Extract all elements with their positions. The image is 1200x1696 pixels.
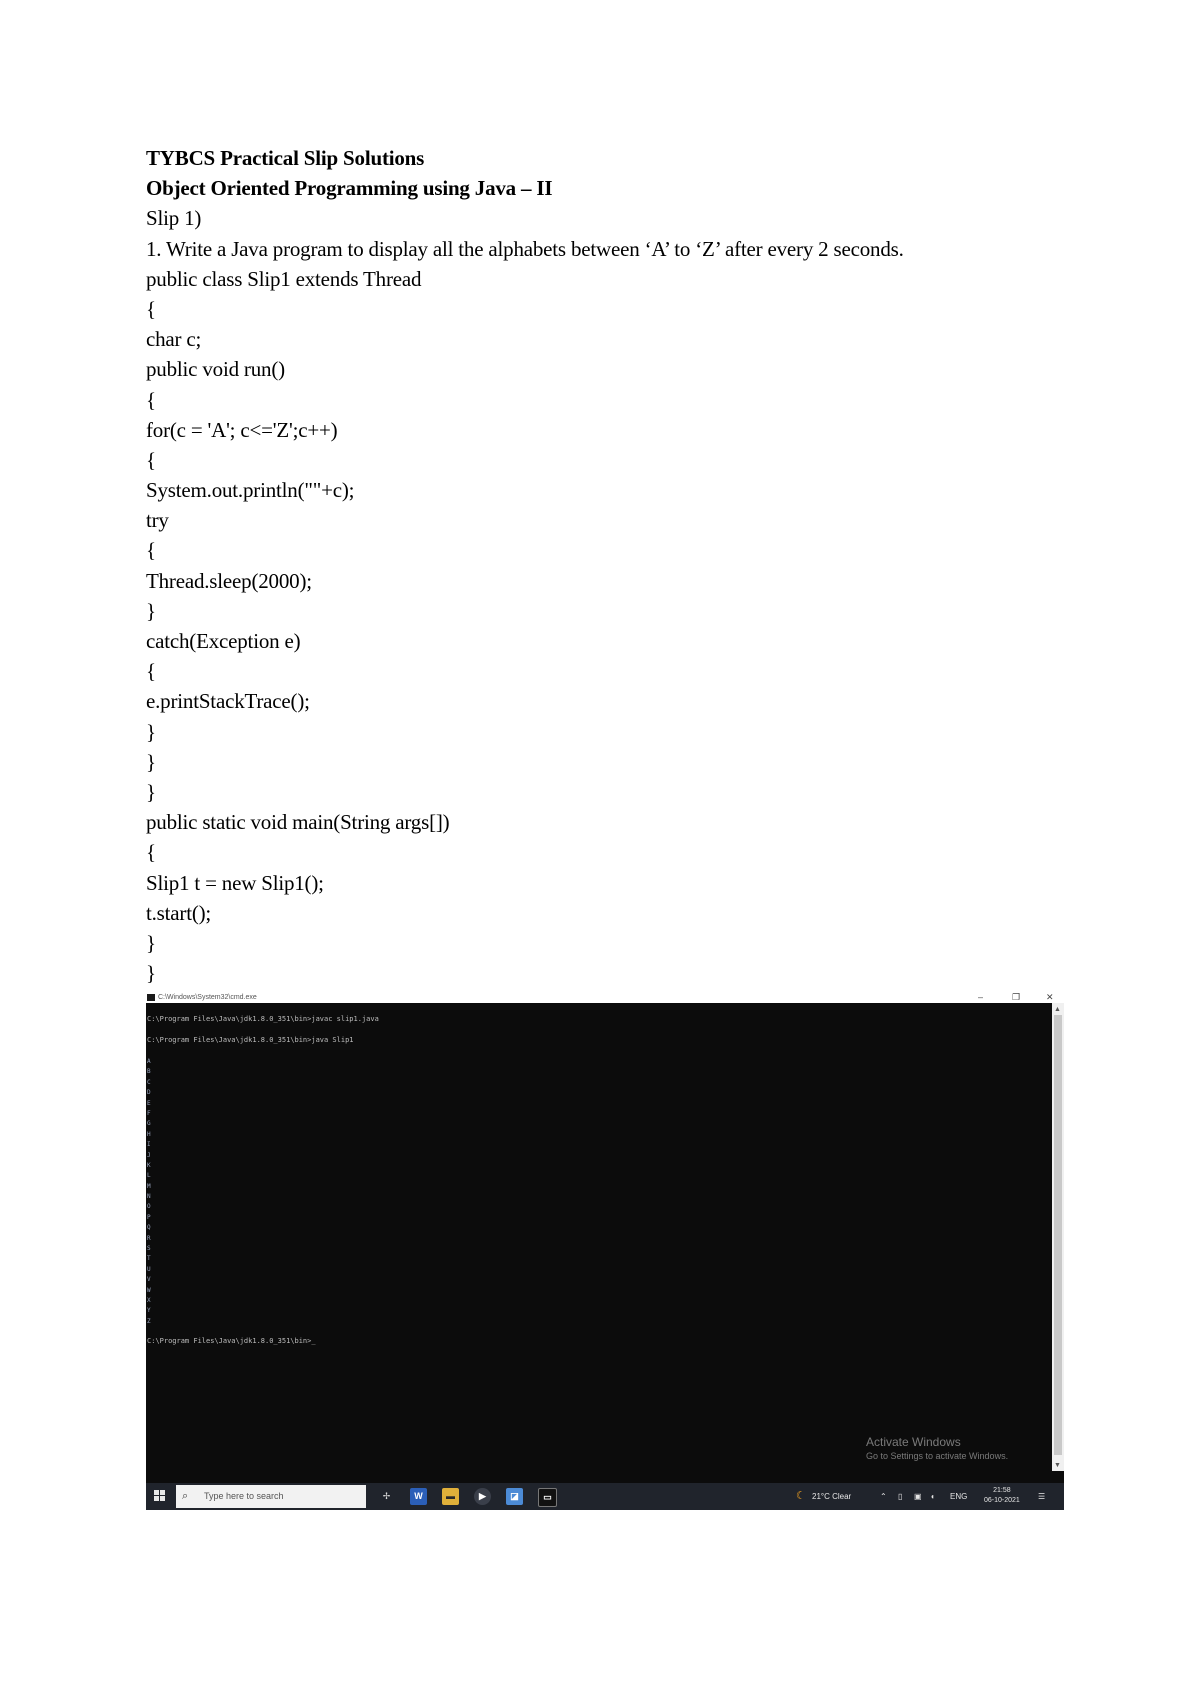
code-line: public void run() [146,357,285,382]
console-screenshot [146,992,1064,1510]
code-line: { [146,538,156,563]
code-line: { [146,840,156,865]
code-line: System.out.println(""+c); [146,478,355,503]
code-line: public static void main(String args[]) [146,810,450,835]
code-line: { [146,296,156,321]
console-line-run: C:\Program Files\Java\jdk1.8.0_351\bin>java Slip1 [147,1036,354,1044]
output-letter: D [147,1089,151,1097]
scroll-up-icon[interactable]: ▲ [1054,1005,1061,1013]
output-letter: O [147,1203,151,1211]
output-letter: F [147,1109,151,1117]
document-body [146,143,1106,988]
code-line: } [146,719,156,744]
word-icon[interactable]: W [410,1488,427,1505]
output-letter: U [147,1265,151,1273]
search-icon: ⌕ [182,1490,189,1502]
cmd-icon [147,994,155,1001]
output-letter: I [147,1141,151,1149]
code-line: try [146,508,169,533]
battery-icon[interactable]: ▯ [898,1492,903,1501]
close-button[interactable]: ✕ [1046,992,1054,1002]
taskbar [146,1483,1064,1510]
scroll-down-icon[interactable]: ▼ [1054,1461,1061,1469]
console-scrollbar[interactable] [1052,1003,1064,1471]
output-letter: S [147,1245,151,1253]
console-line-compile: C:\Program Files\Java\jdk1.8.0_351\bin>javac slip1.java [147,1015,379,1023]
taskbar-search[interactable] [176,1485,366,1508]
code-line: { [146,447,156,472]
code-line: } [146,598,156,623]
code-block [146,264,1106,989]
media-player-icon[interactable]: ▶ [474,1488,491,1505]
code-line: } [146,961,156,986]
search-placeholder: Type here to search [204,1491,284,1501]
output-letter: L [147,1172,151,1180]
cmd-taskbar-icon[interactable]: ▭ [538,1488,557,1507]
taskbar-clock[interactable] [984,1486,1020,1506]
output-letter: X [147,1296,151,1304]
windows-start-icon[interactable] [154,1490,166,1502]
output-letter: Z [147,1317,151,1325]
window-titlebar [146,992,1064,1003]
clock-time: 21:58 [993,1487,1011,1494]
output-letter: M [147,1182,151,1190]
clock-date: 06-10-2021 [984,1497,1020,1504]
code-line: Slip1 t = new Slip1(); [146,870,324,895]
code-line: Thread.sleep(2000); [146,568,312,593]
code-line: { [146,387,156,412]
document-subtitle: Object Oriented Programming using Java – II [146,176,553,201]
watermark-line1: Activate Windows [866,1435,961,1449]
output-letter: J [147,1151,151,1159]
code-line: } [146,749,156,774]
minimize-button[interactable]: – [978,992,984,1002]
code-line: public class Slip1 extends Thread [146,266,422,291]
photos-icon[interactable]: ◪ [506,1488,523,1505]
output-letter: Y [147,1307,151,1315]
output-letters [147,1057,155,1327]
output-letter: T [147,1255,151,1263]
code-line: { [146,659,156,684]
activate-windows-watermark [866,1435,1008,1462]
weather-text: 21°C Clear [812,1492,852,1501]
code-line: char c; [146,327,202,352]
output-letter: G [147,1120,151,1128]
document-title: TYBCS Practical Slip Solutions [146,146,425,170]
notification-icon[interactable]: ☰ [1038,1492,1046,1501]
code-line: for(c = 'A'; c<='Z';c++) [146,417,338,442]
console-final-prompt: C:\Program Files\Java\jdk1.8.0_351\bin>_ [147,1337,316,1345]
task-view-icon[interactable]: ✢ [382,1491,391,1501]
network-icon[interactable]: ▣ [914,1492,922,1501]
question-text: 1. Write a Java program to display all the alphabets between ‘A’ to ‘Z’ after every 2 seconds. [146,236,904,261]
watermark-line2: Go to Settings to activate Windows. [866,1451,1009,1461]
weather-icon: ☾ [796,1490,806,1502]
output-letter: Q [147,1224,151,1232]
output-letter: N [147,1193,151,1201]
output-letter: P [147,1213,151,1221]
file-explorer-icon[interactable]: ▬ [442,1488,459,1505]
output-letter: R [147,1234,151,1242]
window-title: C:\Windows\System32\cmd.exe [158,994,257,1001]
output-letter: W [147,1286,151,1294]
maximize-button[interactable]: ❐ [1012,992,1021,1002]
output-letter: E [147,1099,151,1107]
code-line: e.printStackTrace(); [146,689,310,714]
tray-chevron-icon[interactable]: ⌃ [880,1492,887,1501]
volume-icon[interactable]: ◖ [930,1492,935,1501]
language-indicator[interactable]: ENG [950,1492,968,1501]
output-letter: A [147,1058,151,1065]
console-output [146,1003,1052,1471]
output-letter: K [147,1161,151,1169]
output-letter: B [147,1068,151,1076]
code-line: t.start(); [146,900,212,925]
code-line: } [146,779,156,804]
output-letter: H [147,1130,151,1138]
output-letter: V [147,1276,151,1284]
scroll-thumb[interactable] [1054,1015,1062,1455]
slip-label: Slip 1) [146,206,202,231]
output-letter: C [147,1078,151,1086]
code-line: catch(Exception e) [146,629,301,653]
code-line: } [146,930,156,955]
